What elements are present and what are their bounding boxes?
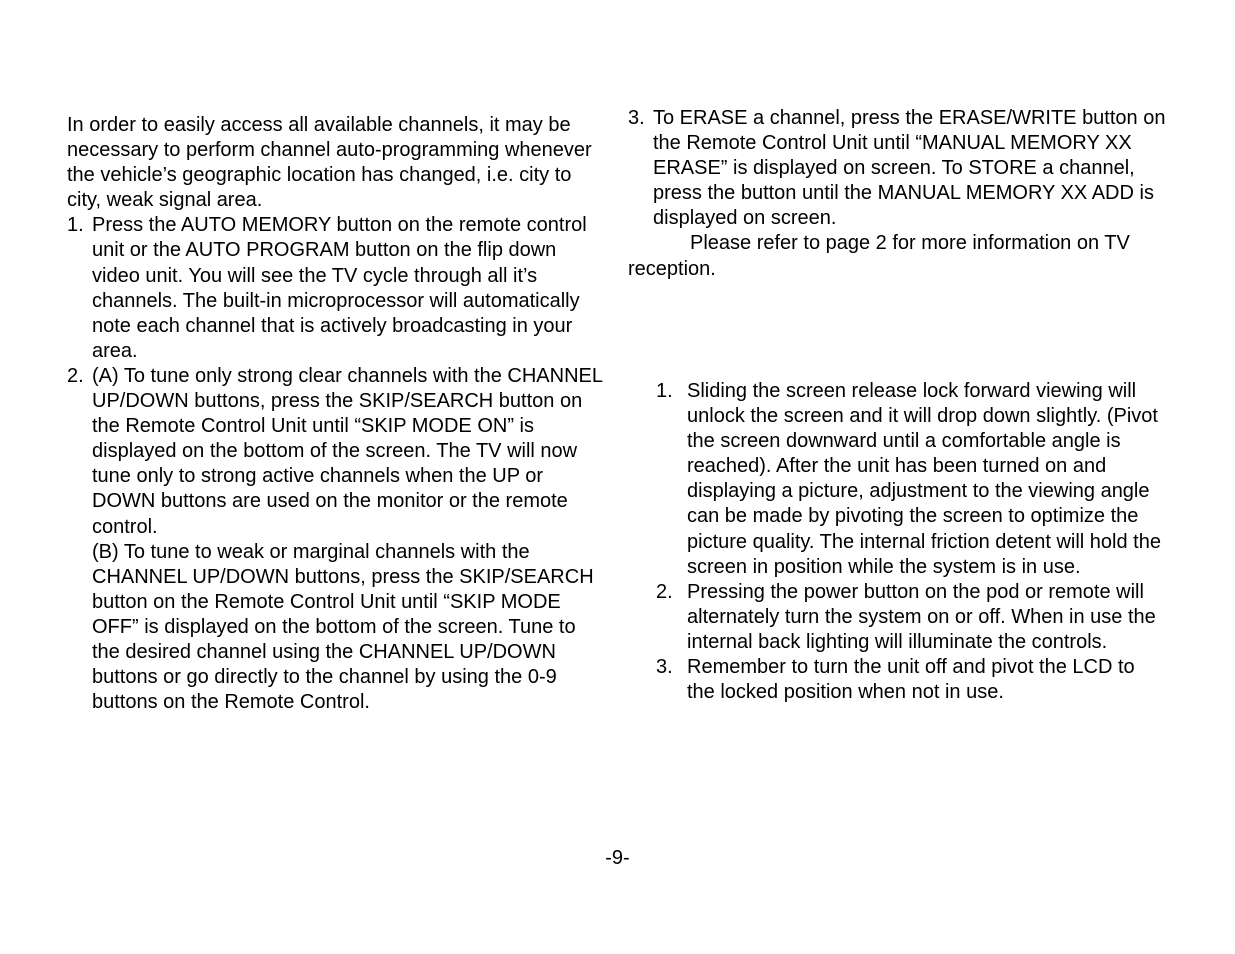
list-item-text: Remember to turn the unit off and pivot the LCD to the locked position when not in use.: [687, 656, 1135, 704]
list-item: [656, 655, 1166, 705]
list-number: 2.: [656, 580, 673, 603]
channel-memory-steps: [628, 106, 1168, 231]
list-number: 1.: [67, 214, 84, 237]
auto-programming-steps: [67, 213, 607, 715]
list-item: [67, 364, 607, 715]
list-number: 3.: [656, 656, 673, 679]
list-number: 1.: [656, 380, 673, 402]
screen-operation-steps: [656, 379, 1166, 705]
page-number: -9-: [605, 847, 630, 869]
reception-note: [628, 231, 1168, 281]
left-column: [67, 113, 607, 715]
list-item-text: Press the AUTO MEMORY button on the remote control unit or the AUTO PROGRAM button on the flip down video unit. You will see the TV cycle through all it’s channels. The built-in microprocessor will automatically note each channel that is actively broadcasting in your area.: [92, 214, 587, 362]
list-number: 3.: [628, 107, 645, 129]
list-item: [67, 213, 607, 364]
right-column-top: [628, 106, 1168, 282]
list-item-text: To ERASE a channel, press the ERASE/WRITE button on the Remote Control Unit until “MANUAL MEMORY XX ERASE” is displayed on screen. To STORE a channel, press the button until the MANUAL MEMORY XX ADD is displayed on screen.: [653, 107, 1166, 230]
list-item-text: Sliding the screen release lock forward viewing will unlock the screen and it will drop down slightly. (Pivot the screen downward until a comfortable angle is reached). After the unit has been turned on and displaying a picture, adjustment to the viewing angle can be made by pivoting the screen to optimize the picture quality. The internal friction detent will hold the screen in position while the system is in use.: [687, 380, 1161, 578]
list-number: 2.: [67, 364, 84, 387]
list-item-text-a: (A) To tune only strong clear channels with the CHANNEL UP/DOWN buttons, press the SKIP/SEARCH button on the Remote Control Unit until “SKIP MODE ON” is displayed on the bottom of the screen. The TV will now tune only to strong active channels when the UP or DOWN buttons are used on the monitor or the remote control.: [92, 364, 603, 538]
list-item-text-b: (B) To tune to weak or marginal channels with the CHANNEL UP/DOWN buttons, press the SKIP/SEARCH button on the Remote Control Unit until “SKIP MODE OFF” is displayed on the bottom of the screen. Tune to the desired channel using the CHANNEL UP/DOWN buttons or go directly to the channel by using the 0-9 buttons on the Remote Control.: [92, 540, 594, 714]
intro-paragraph: In order to easily access all available channels, it may be necessary to perform channel auto-programming whenever the vehicle’s geographic location has changed, i.e. city to city, weak signal area.: [67, 114, 592, 212]
reception-note-text: Please refer to page 2 for more information on TV reception.: [628, 232, 1130, 280]
right-column-bottom: [656, 379, 1166, 705]
list-item: [628, 106, 1168, 231]
list-item: [656, 379, 1166, 580]
list-item: [656, 580, 1166, 655]
list-item-text: Pressing the power button on the pod or remote will alternately turn the system on or off. When in use the internal back lighting will illuminate the controls.: [687, 580, 1156, 653]
